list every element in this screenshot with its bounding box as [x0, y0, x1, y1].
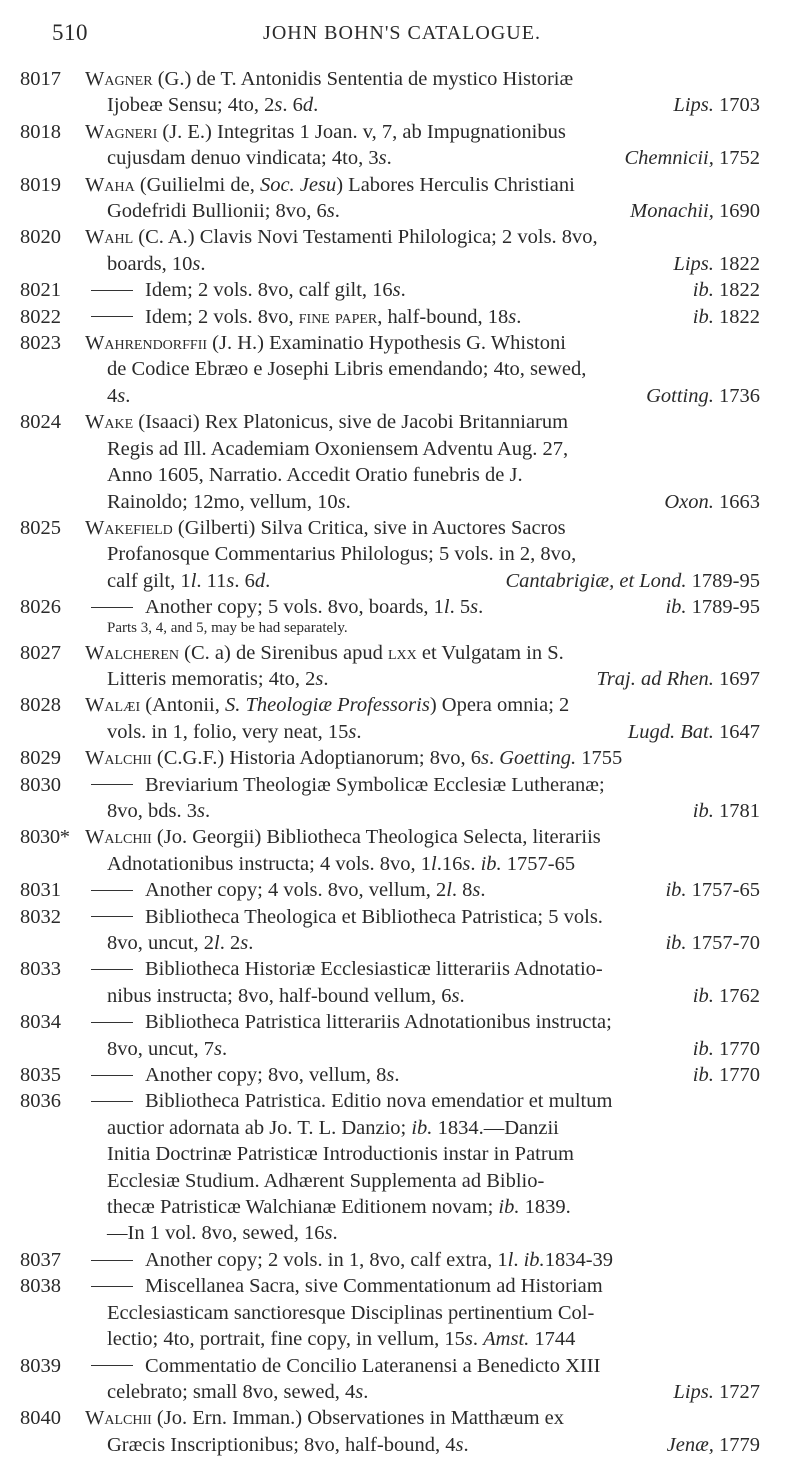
imprint: Chemnicii, 1752 — [624, 147, 760, 170]
entry-line — [85, 594, 760, 620]
entry-line — [85, 304, 760, 330]
entry-number: 8028 — [20, 694, 61, 717]
entry-line — [85, 1220, 760, 1246]
entry-text: Anno 1605, Narratio. Accedit Oratio funebris de J. — [107, 464, 523, 487]
imprint: ib. 1757-70 — [665, 932, 760, 954]
entry-text: Wake (Isaaci) Rex Platonicus, sive de Jacobi Britanniarum — [85, 411, 569, 434]
entry-text: 8vo, uncut, 7s. — [107, 1037, 228, 1060]
entry-line — [85, 1405, 760, 1431]
entry-line — [85, 568, 760, 594]
entry-text: Wakefield (Gilberti) Silva Critica, sive in Auctores Sacros — [85, 516, 566, 539]
entry-number: 8030* — [20, 826, 70, 849]
catalogue-entry — [20, 515, 760, 594]
entry-line — [85, 956, 760, 982]
entry-line — [85, 1353, 760, 1379]
entry-number: 8029 — [20, 747, 61, 770]
entry-number: 8026 — [20, 596, 61, 619]
entry-number: 8034 — [20, 1011, 61, 1034]
entry-number: 8027 — [20, 641, 61, 664]
entry-text: Idem; 2 vols. 8vo, fine paper, half-bound, 18s. — [145, 305, 522, 328]
entry-text: Breviarium Theologiæ Symbolicæ Ecclesiæ Lutheranæ; — [145, 773, 605, 796]
entry-line — [85, 745, 760, 771]
entry-text: Litteris memoratis; 4to, 2s. — [107, 667, 329, 690]
entry-line — [85, 1379, 760, 1405]
entry-number: 8025 — [20, 516, 61, 539]
catalogue-entry — [20, 824, 760, 877]
entry-text: Another copy; 2 vols. in 1, 8vo, calf extra, 1l. ib.1834-39 — [145, 1248, 614, 1271]
ditto-dash — [91, 969, 133, 970]
entry-text: vols. in 1, folio, very neat, 15s. — [107, 720, 362, 743]
catalogue-entry — [20, 745, 760, 771]
entry-text: Profanosque Commentarius Philologus; 5 vols. in 2, 8vo, — [107, 543, 577, 566]
imprint: ib. 1762 — [692, 984, 760, 1007]
entry-line — [85, 1088, 760, 1114]
catalogue-entry — [20, 1009, 760, 1062]
entry-text: Bibliotheca Theologica et Bibliotheca Patristica; 5 vols. — [145, 905, 603, 928]
imprint: ib. 1770 — [692, 1064, 760, 1087]
catalogue-entry — [20, 956, 760, 1009]
ditto-dash — [91, 290, 133, 291]
imprint: Traj. ad Rhen. 1697 — [596, 667, 760, 690]
entry-line — [85, 983, 760, 1009]
imprint: Lips. 1703 — [673, 94, 760, 117]
entry-text: 8vo, bds. 3s. — [107, 799, 211, 822]
entry-line — [85, 409, 760, 435]
entry-text: thecæ Patristicæ Walchianæ Editionem novam; ib. 1839. — [107, 1196, 571, 1219]
catalogue-entry — [20, 224, 760, 277]
ditto-dash — [91, 1101, 133, 1102]
imprint: Jenæ, 1779 — [666, 1433, 760, 1456]
ditto-dash — [91, 784, 133, 785]
entry-line — [85, 119, 760, 145]
entry-line — [85, 462, 760, 488]
entry-line — [85, 904, 760, 930]
entry-line — [85, 692, 760, 718]
entry-note: Parts 3, 4, and 5, may be had separately. — [107, 619, 348, 636]
entry-text: de Codice Ebræo e Josephi Libris emendando; 4to, sewed, — [107, 358, 587, 381]
entry-text: Bibliotheca Patristica. Editio nova emendatior et multum — [145, 1090, 613, 1113]
imprint: Cantabrigiæ, et Lond. 1789-95 — [505, 569, 760, 592]
catalogue-entry — [20, 640, 760, 693]
entry-number: 8022 — [20, 305, 61, 328]
entry-line — [85, 930, 760, 956]
entry-line — [85, 851, 760, 877]
catalogue-entry — [20, 304, 760, 330]
entry-line — [85, 1247, 760, 1273]
entry-number: 8020 — [20, 226, 61, 249]
entry-text: Initia Doctrinæ Patristicæ Introductionis instar in Patrum — [107, 1143, 574, 1166]
entry-text: Miscellanea Sacra, sive Commentationum ad Historiam — [145, 1275, 603, 1298]
entry-line — [85, 877, 760, 903]
catalogue-entry — [20, 119, 760, 172]
ditto-dash — [91, 1022, 133, 1023]
catalogue-entry — [20, 409, 760, 515]
entry-line — [85, 541, 760, 567]
ditto-dash — [91, 1075, 133, 1076]
catalogue-entry — [20, 772, 760, 825]
catalogue-entry — [20, 1405, 760, 1458]
catalogue-entry — [20, 692, 760, 745]
entry-number: 8031 — [20, 879, 61, 902]
entry-line — [85, 224, 760, 250]
entry-line — [85, 1300, 760, 1326]
entry-text: calf gilt, 1l. 11s. 6d. — [107, 569, 271, 592]
entry-text: Wagner (G.) de T. Antonidis Sententia de mystico Historiæ — [85, 68, 574, 90]
catalogue-entry — [20, 1088, 760, 1246]
entry-line — [85, 330, 760, 356]
entry-number: 8021 — [20, 279, 61, 302]
entry-line — [85, 172, 760, 198]
entry-line — [85, 1141, 760, 1167]
entry-text: Adnotationibus instructa; 4 vols. 8vo, 1l.16s. ib. 1757-65 — [107, 852, 576, 875]
entry-number: 8024 — [20, 411, 61, 434]
entry-number: 8018 — [20, 120, 61, 143]
entry-line — [85, 1168, 760, 1194]
ditto-dash — [91, 1365, 133, 1366]
catalogue-entry — [20, 877, 760, 903]
catalogue-entry — [20, 904, 760, 957]
imprint: Lips. 1727 — [673, 1380, 760, 1403]
page-number: 510 — [52, 20, 88, 45]
entry-line — [85, 145, 760, 171]
imprint: Monachii, 1690 — [630, 200, 760, 223]
entry-line — [85, 1062, 760, 1088]
entry-line — [85, 383, 760, 409]
entry-line — [85, 640, 760, 666]
imprint: Gotting. 1736 — [646, 384, 760, 407]
imprint: ib. 1789-95 — [665, 596, 760, 619]
entry-line — [85, 1326, 760, 1352]
catalogue-entry — [20, 1353, 760, 1406]
entry-number: 8040 — [20, 1407, 61, 1430]
ditto-dash — [91, 890, 133, 891]
entry-line — [85, 1009, 760, 1035]
entry-text: boards, 10s. — [107, 252, 206, 275]
entry-text: celebrato; small 8vo, sewed, 4s. — [107, 1380, 369, 1403]
imprint: ib. 1770 — [692, 1037, 760, 1060]
imprint: ib. 1822 — [692, 279, 760, 302]
entry-number: 8030 — [20, 773, 61, 796]
entry-text: auctior adornata ab Jo. T. L. Danzio; ib. 1834.—Danzii — [107, 1116, 559, 1139]
ditto-dash — [91, 916, 133, 917]
entry-number: 8039 — [20, 1354, 61, 1377]
entry-number: 8019 — [20, 173, 61, 196]
entry-text: lectio; 4to, portrait, fine copy, in vellum, 15s. Amst. 1744 — [107, 1328, 576, 1351]
ditto-dash — [91, 1260, 133, 1261]
entry-line — [85, 356, 760, 382]
entry-line — [85, 719, 760, 745]
entry-number: 8032 — [20, 905, 61, 928]
catalogue-entry — [20, 330, 760, 409]
entry-text: Ecclesiasticam sanctioresque Disciplinas pertinentium Col- — [107, 1301, 595, 1324]
entry-line — [85, 198, 760, 224]
ditto-dash — [91, 316, 133, 317]
entry-text: Walchii (Jo. Ern. Imman.) Observationes in Matthæum ex — [85, 1407, 564, 1430]
entry-text: Godefridi Bullionii; 8vo, 6s. — [107, 200, 340, 223]
entry-text: —In 1 vol. 8vo, sewed, 16s. — [107, 1222, 338, 1245]
catalogue-entry — [20, 172, 760, 225]
entry-text: Wahrendorffii (J. H.) Examinatio Hypothesis G. Whistoni — [85, 332, 566, 355]
imprint: Oxon. 1663 — [664, 490, 760, 513]
entry-number: 8038 — [20, 1275, 61, 1298]
entry-text: Bibliotheca Historiæ Ecclesiasticæ litterariis Adnotatio- — [145, 958, 603, 981]
entry-text: 8vo, uncut, 2l. 2s. — [107, 932, 254, 954]
page-header — [52, 20, 752, 52]
imprint: ib. 1822 — [692, 305, 760, 328]
entry-line — [85, 66, 760, 92]
imprint: Lugd. Bat. 1647 — [627, 720, 760, 743]
entry-text: nibus instructa; 8vo, half-bound vellum, 6s. — [107, 984, 465, 1007]
entry-number: 8035 — [20, 1064, 61, 1087]
entry-text: Walchii (C.G.F.) Historia Adoptianorum; 8vo, 6s. Goetting. 1755 — [85, 747, 623, 770]
entry-text: Waha (Guilielmi de, Soc. Jesu) Labores Herculis Christiani — [85, 173, 575, 196]
catalogue-entry — [20, 1062, 760, 1088]
entry-number: 8036 — [20, 1090, 61, 1113]
entry-number: 8037 — [20, 1248, 61, 1271]
entry-line — [85, 436, 760, 462]
imprint: ib. 1757-65 — [665, 879, 760, 902]
entry-line — [85, 1115, 760, 1141]
ditto-dash — [91, 607, 133, 608]
entry-number: 8023 — [20, 332, 61, 355]
entry-text: 4s. — [107, 384, 131, 407]
entry-text: Græcis Inscriptionibus; 8vo, half-bound, 4s. — [107, 1433, 469, 1456]
entry-line — [85, 798, 760, 824]
entry-text: Walcheren (C. a) de Sirenibus apud lxx et Vulgatam in S. — [85, 641, 564, 664]
entry-text: Another copy; 4 vols. 8vo, vellum, 2l. 8s. — [145, 879, 486, 902]
entry-line — [85, 1194, 760, 1220]
catalogue-entry — [20, 1273, 760, 1352]
entry-line — [85, 824, 760, 850]
entry-text: Another copy; 8vo, vellum, 8s. — [145, 1064, 400, 1087]
imprint: ib. 1781 — [692, 799, 760, 822]
entry-line — [85, 772, 760, 798]
entry-text: Ecclesiæ Studium. Adhærent Supplementa ad Biblio- — [107, 1169, 545, 1192]
entry-line — [85, 1273, 760, 1299]
entry-line — [85, 1036, 760, 1062]
entry-line — [85, 277, 760, 303]
entry-line — [85, 1432, 760, 1458]
entry-line — [85, 489, 760, 515]
catalogue-entry — [20, 1247, 760, 1273]
entry-text: Rainoldo; 12mo, vellum, 10s. — [107, 490, 351, 513]
entry-text: Wagneri (J. E.) Integritas 1 Joan. v, 7, ab Impugnationibus — [85, 120, 566, 143]
entry-line — [85, 92, 760, 118]
entry-number: 8033 — [20, 958, 61, 981]
entry-text: Bibliotheca Patristica litterariis Adnotationibus instructa; — [145, 1011, 612, 1034]
entry-line — [85, 666, 760, 692]
entry-text: cujusdam denuo vindicata; 4to, 3s. — [107, 147, 392, 170]
catalogue-entry — [20, 277, 760, 303]
entry-number: 8017 — [20, 68, 61, 90]
entry-line — [85, 251, 760, 277]
running-title: JOHN BOHN'S CATALOGUE. — [263, 22, 541, 44]
entry-line — [85, 515, 760, 541]
entry-text: Another copy; 5 vols. 8vo, boards, 1l. 5s. — [145, 596, 484, 619]
entry-text: Walchii (Jo. Georgii) Bibliotheca Theologica Selecta, literariis — [85, 826, 601, 849]
imprint: Lips. 1822 — [673, 252, 760, 275]
entry-text: Idem; 2 vols. 8vo, calf gilt, 16s. — [145, 279, 406, 302]
entry-text: Ijobeæ Sensu; 4to, 2s. 6d. — [107, 94, 319, 117]
entry-text: Wahl (C. A.) Clavis Novi Testamenti Philologica; 2 vols. 8vo, — [85, 226, 598, 249]
catalogue-entries — [20, 66, 760, 1458]
entry-text: Commentatio de Concilio Lateranensi a Benedicto XIII — [145, 1354, 601, 1377]
entry-text: Regis ad Ill. Academiam Oxoniensem Adventu Aug. 27, — [107, 437, 569, 460]
ditto-dash — [91, 1286, 133, 1287]
entry-text: Walæi (Antonii, S. Theologiæ Professoris) Opera omnia; 2 — [85, 694, 570, 717]
catalogue-entry — [20, 66, 760, 119]
catalogue-entry — [20, 594, 760, 636]
